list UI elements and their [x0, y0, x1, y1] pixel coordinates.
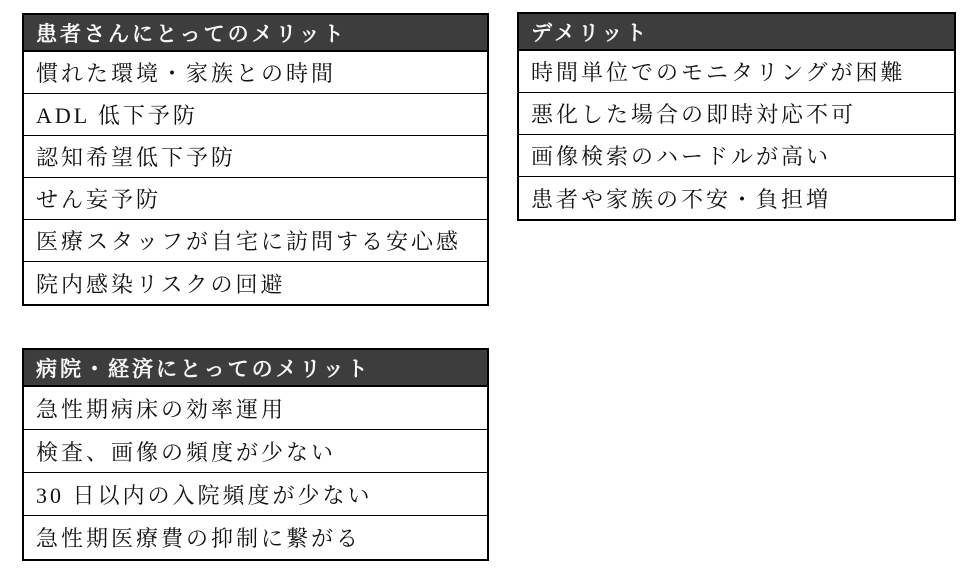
table-row: 急性期病床の効率運用	[24, 387, 487, 430]
table-hospital-economy-merits	[22, 348, 489, 561]
table-row: 院内感染リスクの回避	[24, 262, 487, 304]
table-row: ADL 低下予防	[24, 94, 487, 136]
table-row: 医療スタッフが自宅に訪問する安心感	[24, 220, 487, 262]
table-demerits-header: デメリット	[519, 14, 954, 51]
table-row: 時間単位でのモニタリングが困難	[519, 51, 954, 93]
table-row: 画像検索のハードルが高い	[519, 135, 954, 177]
table-hospital-economy-merits-header: 病院・経済にとってのメリット	[24, 350, 487, 387]
table-row: 30 日以内の入院頻度が少ない	[24, 473, 487, 516]
table-row: 急性期医療費の抑制に繋がる	[24, 516, 487, 559]
table-row: 認知希望低下予防	[24, 136, 487, 178]
table-demerits	[517, 12, 956, 221]
table-row: 慣れた環境・家族との時間	[24, 52, 487, 94]
table-row: せん妄予防	[24, 178, 487, 220]
table-row: 悪化した場合の即時対応不可	[519, 93, 954, 135]
table-row: 患者や家族の不安・負担増	[519, 177, 954, 219]
table-patient-merits-header: 患者さんにとってのメリット	[24, 15, 487, 52]
table-row: 検査、画像の頻度が少ない	[24, 430, 487, 473]
table-patient-merits	[22, 13, 489, 306]
